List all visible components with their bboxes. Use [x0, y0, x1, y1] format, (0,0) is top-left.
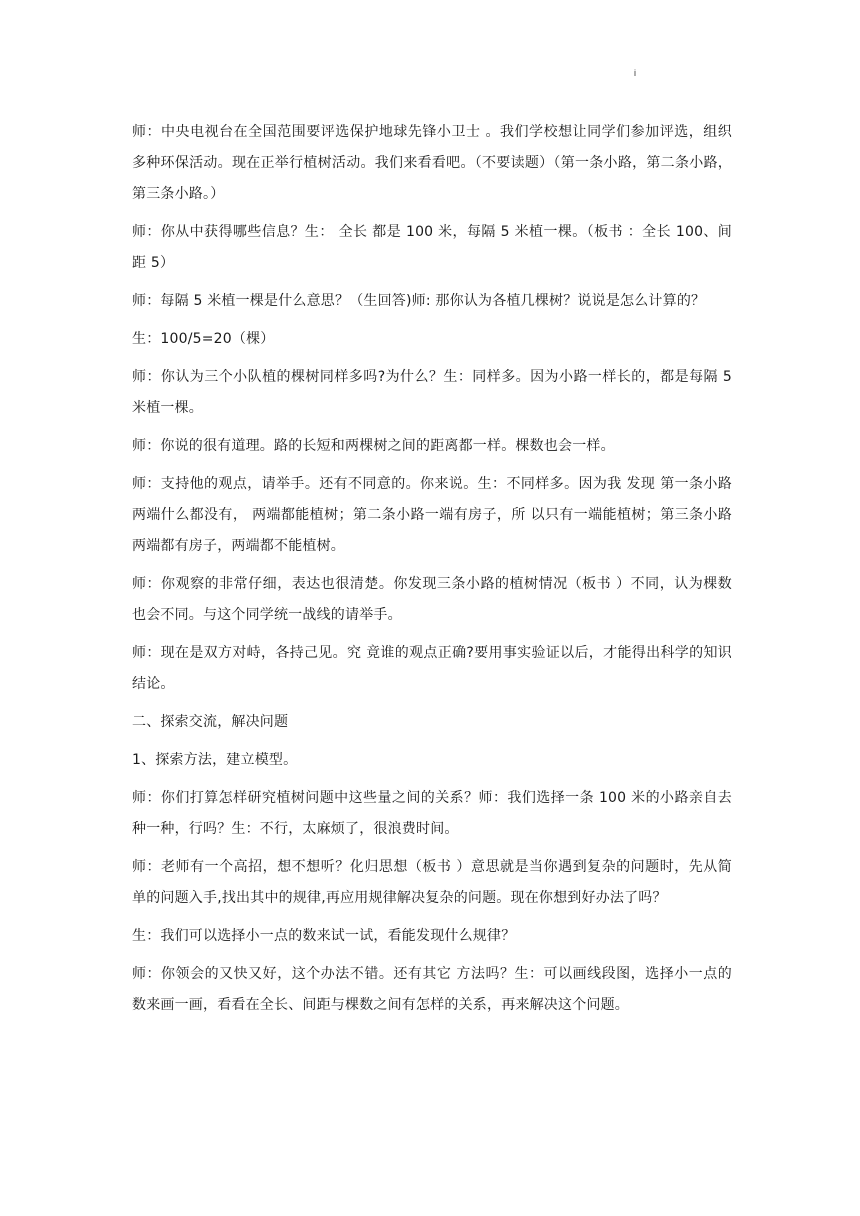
- paragraph-try-small: 生：我们可以选择小一点的数来试一试，看能发现什么规律？: [132, 928, 516, 944]
- page-marker: i: [634, 68, 636, 78]
- paragraph-intro: 师：中央电视台在全国范围要评选保护地球先锋小卫士 。我们学校想让同学们参加评选，组织多种环保活动。现在正举行植树活动。我们来看看吧。（不要读题）（第一条小路，第二条小路，第三条小路。）: [132, 124, 732, 202]
- paragraph-same-count: 师：你认为三个小队植的棵树同样多吗?为什么？生：同样多。因为小路一样长的，都是每隔 5 米植一棵。: [132, 369, 732, 416]
- paragraph-research-method: 师：你们打算怎样研究植树问题中这些量之间的关系？师：我们选择一条 100 米的小路亲自去种一种，行吗？生：不行，太麻烦了，很浪费时间。: [132, 790, 732, 837]
- paragraph-reduction-idea: 师：老师有一个高招，想不想听？化归思想（板书 ）意思就是当你遇到复杂的问题时，先从简单的问题入手,找出其中的规律,再应用规律解决复杂的问题。现在你想到好办法了吗？: [132, 859, 732, 906]
- paragraph-info: 师：你从中获得哪些信息？生： 全长 都是 100 米，每隔 5 米植一棵。（板书 ：全长 100、间距 5）: [132, 224, 732, 271]
- document-body: [132, 117, 732, 1028]
- paragraph-standoff: 师：现在是双方对峙，各持己见。究 竟谁的观点正确?要用事实验证以后，才能得出科学的知识结论。: [132, 645, 732, 692]
- section-heading: 二、探索交流，解决问题: [132, 714, 289, 730]
- paragraph-line-diagram: 师：你领会的又快又好，这个办法不错。还有其它 方法吗？生：可以画线段图，选择小一点的数来画一画，看看在全长、间距与棵数之间有怎样的关系，再来解决这个问题。: [132, 966, 732, 1013]
- paragraph-question: 师：每隔 5 米植一棵是什么意思？（生回答)师: 那你认为各植几棵树？说说是怎么计算的？: [132, 293, 706, 309]
- subsection-heading: 1、探索方法，建立模型。: [132, 752, 298, 768]
- paragraph-observation: 师：你观察的非常仔细，表达也很清楚。你发现三条小路的植树情况（板书 ）不同，认为棵数也会不同。与这个同学统一战线的请举手。: [132, 576, 732, 623]
- paragraph-reasonable: 师：你说的很有道理。路的长短和两棵树之间的距离都一样。棵数也会一样。: [132, 438, 615, 454]
- paragraph-answer-calc: 生：100/5=20（棵）: [132, 331, 275, 347]
- paragraph-different-count: 师：支持他的观点，请举手。还有不同意的。你来说。生：不同样多。因为我 发现 第一条小路两端什么都没有， 两端都能植树；第二条小路一端有房子，所 以只有一端能植树；第三条小路两端都有房子，两端都不能植树。: [132, 476, 732, 554]
